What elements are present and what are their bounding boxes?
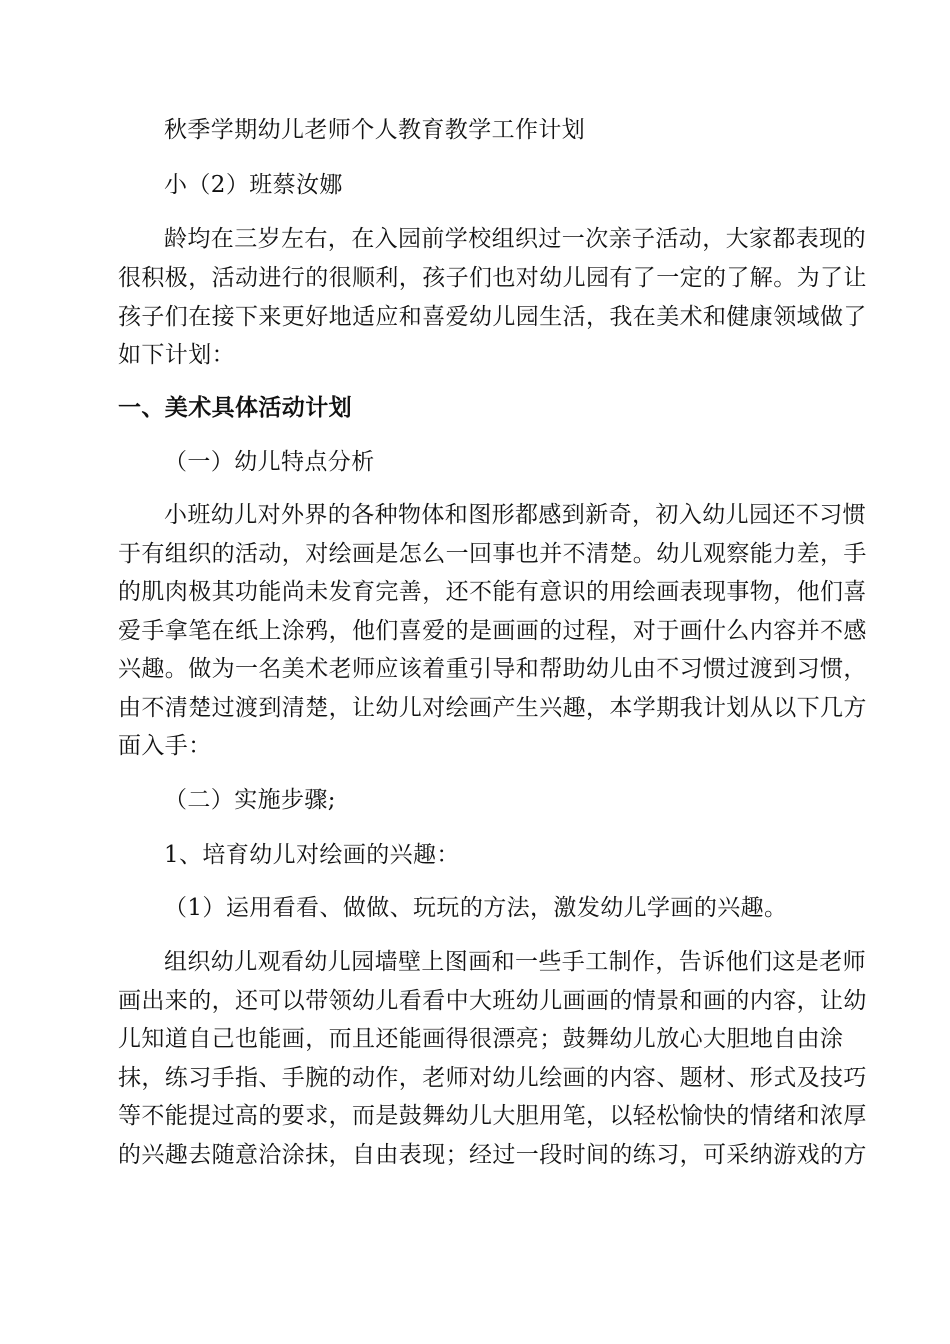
intro-line: 如下计划： <box>118 342 235 368</box>
step-heading: 1、培育幼儿对绘画的兴趣： <box>164 842 460 868</box>
body-line: 组织幼儿观看幼儿园墙壁上图画和一些手工制作，告诉他们这是老师 <box>164 949 866 975</box>
body-line: 的兴趣去随意洽涂抹，自由表现；经过一段时间的练习，可采纳游戏的方 <box>118 1142 867 1168</box>
body-line: 等不能提过高的要求，而是鼓舞幼儿大胆用笔，以轻松愉快的情绪和浓厚 <box>118 1103 867 1129</box>
section-heading: 一、美术具体活动计划 <box>118 395 352 421</box>
analysis-line: 兴趣。做为一名美术老师应该着重引导和帮助幼儿由不习惯过渡到习惯， <box>118 656 867 682</box>
document-title: 秋季学期幼儿老师个人教育教学工作计划 <box>164 117 586 143</box>
body-line: 儿知道自己也能画，而且还能画得很漂亮；鼓舞幼儿放心大胆地自由涂 <box>118 1026 844 1052</box>
analysis-line: 的肌肉极其功能尚未发育完善，还不能有意识的用绘画表现事物，他们喜 <box>118 579 867 605</box>
body-line: 抹，练习手指、手腕的动作，老师对幼儿绘画的内容、题材、形式及技巧 <box>118 1065 867 1091</box>
intro-line: 孩子们在接下来更好地适应和喜爱幼儿园生活，我在美术和健康领域做了 <box>118 304 867 330</box>
analysis-line: 于有组织的活动，对绘画是怎么一回事也并不清楚。幼儿观察能力差，手 <box>118 541 867 567</box>
body-line: 画出来的，还可以带领幼儿看看中大班幼儿画画的情景和画的内容，让幼 <box>118 988 867 1014</box>
intro-line: 龄均在三岁左右，在入园前学校组织过一次亲子活动，大家都表现的 <box>164 226 866 252</box>
subsection-heading: （二）实施步骤; <box>164 787 336 813</box>
author-line: 小（2）班蔡汝娜 <box>164 172 343 198</box>
subsection-heading: （一）幼儿特点分析 <box>164 449 375 475</box>
analysis-line: 面入手： <box>118 733 212 759</box>
step-subheading: （1）运用看看、做做、玩玩的方法，激发幼儿学画的兴趣。 <box>164 895 788 921</box>
analysis-line: 爱手拿笔在纸上涂鸦，他们喜爱的是画画的过程，对于画什么内容并不感 <box>118 618 867 644</box>
analysis-line: 小班幼儿对外界的各种物体和图形都感到新奇，初入幼儿园还不习惯 <box>164 502 866 528</box>
intro-line: 很积极，活动进行的很顺利，孩子们也对幼儿园有了一定的了解。为了让 <box>118 265 867 291</box>
analysis-line: 由不清楚过渡到清楚，让幼儿对绘画产生兴趣，本学期我计划从以下几方 <box>118 695 867 721</box>
